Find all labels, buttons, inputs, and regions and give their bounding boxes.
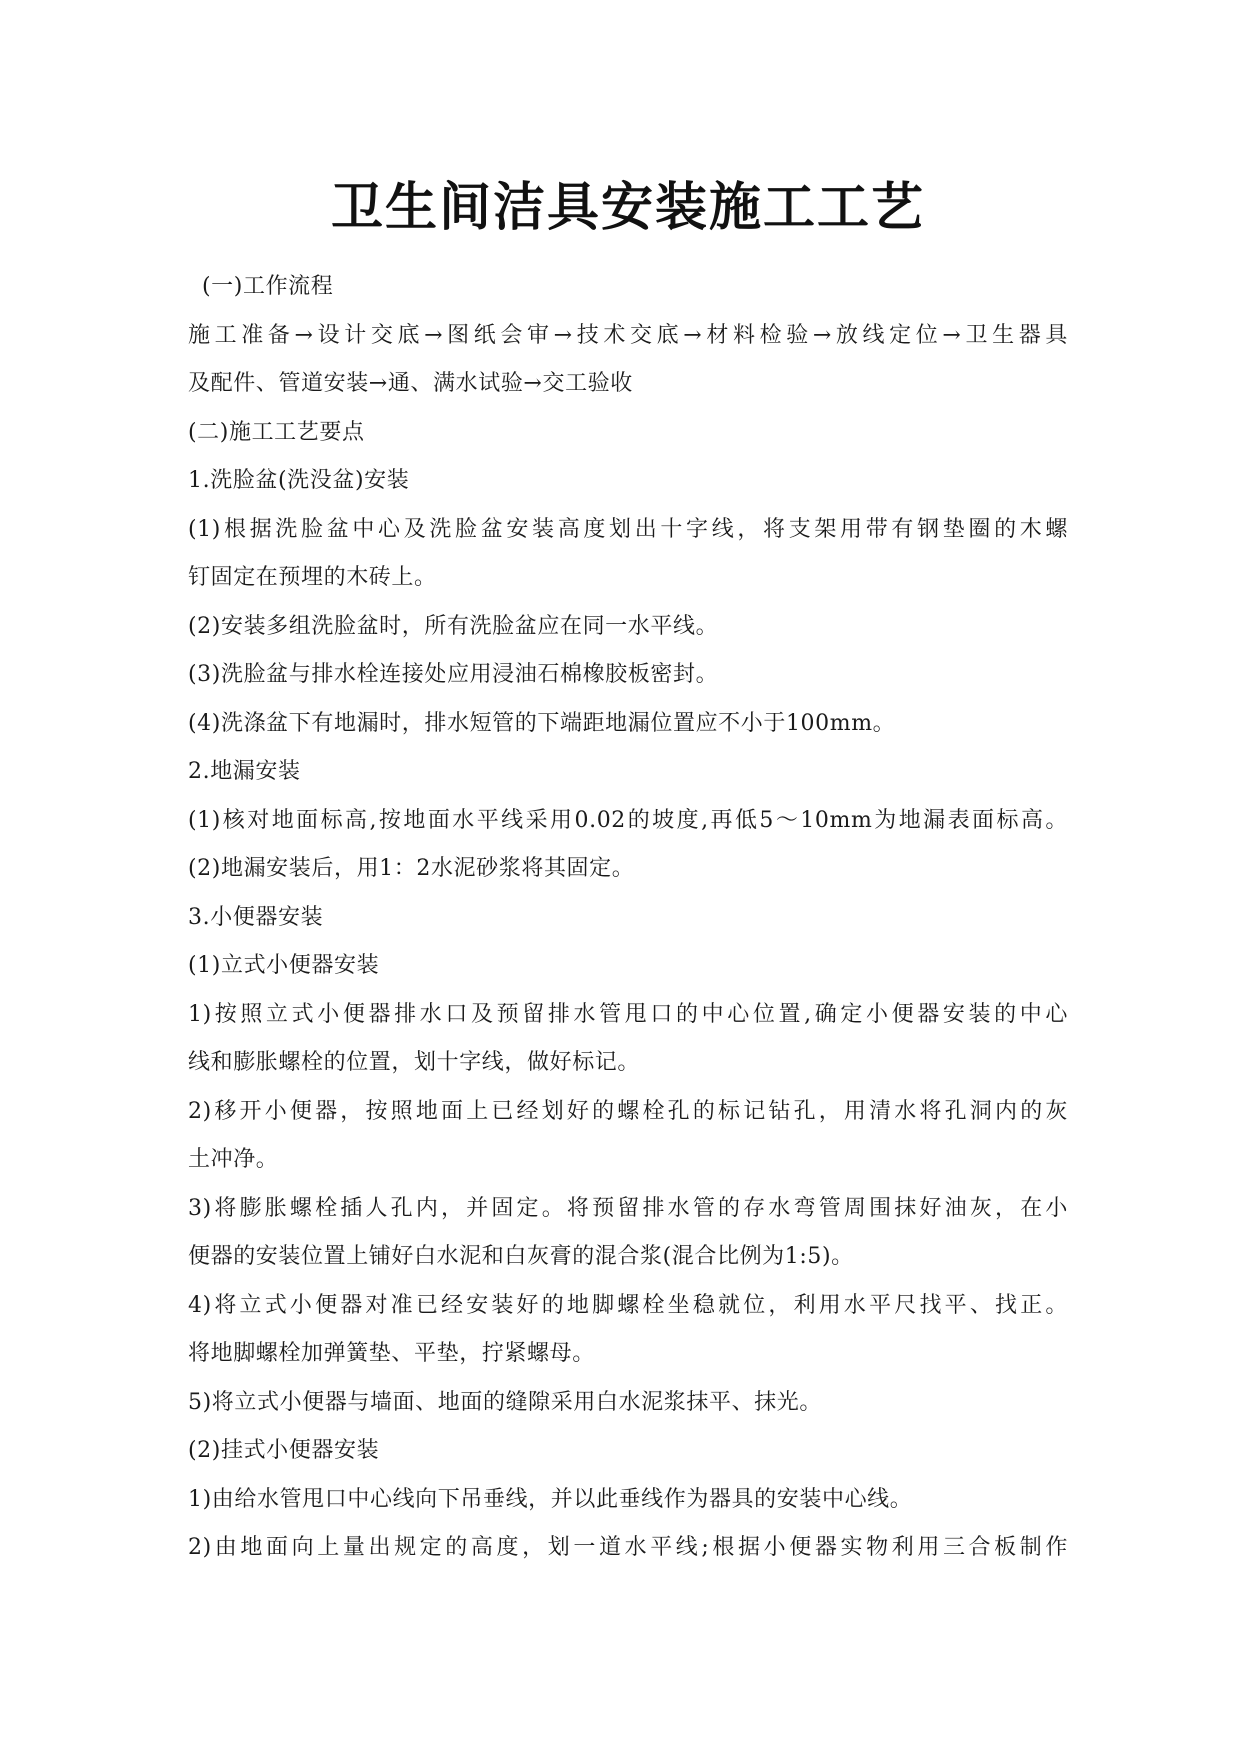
document-body: [188, 263, 1068, 1573]
text-line: (3)洗脸盆与排水栓连接处应用浸油石棉橡胶板密封。: [188, 662, 719, 687]
text-line: (2)地漏安装后，用1：2水泥砂浆将其固定。: [188, 856, 635, 881]
text-line: 2)由地面向上量出规定的高度，划一道水平线;根据小便器实物利用三合板制作: [188, 1535, 1068, 1560]
text-line: 2.地漏安装: [188, 759, 301, 784]
text-line: 及配件、管道安装→通、满水试验→交工验收: [188, 371, 633, 396]
text-line: 1)由给水管甩口中心线向下吊垂线，并以此垂线作为器具的安装中心线。: [188, 1486, 913, 1512]
text-line: 线和膨胀螺栓的位置，划十字线，做好标记。: [188, 1050, 641, 1075]
text-line: 土冲净。: [188, 1147, 279, 1172]
text-line: (二)施工工艺要点: [188, 419, 365, 445]
text-line: 将地脚螺栓加弹簧垫、平垫，拧紧螺母。: [188, 1341, 595, 1366]
text-line: 1)按照立式小便器排水口及预留排水管甩口的中心位置,确定小便器安装的中心: [188, 1001, 1068, 1027]
text-line: (1)根据洗脸盆中心及洗脸盆安装高度划出十字线，将支架用带有钢垫圈的木螺: [188, 516, 1068, 542]
text-line: (一)工作流程: [202, 274, 334, 299]
text-line: 便器的安装位置上铺好白水泥和白灰膏的混合浆(混合比例为1:5)。: [188, 1244, 854, 1269]
text-line: 施工准备→设计交底→图纸会审→技术交底→材料检验→放线定位→卫生器具: [188, 322, 1068, 348]
document-title: 卫生间洁具安装施工工艺: [330, 178, 925, 238]
text-line: 4)将立式小便器对准已经安装好的地脚螺栓坐稳就位，利用水平尺找平、找正。: [188, 1292, 1068, 1318]
text-line: (4)洗涤盆下有地漏时，排水短管的下端距地漏位置应不小于100mm。: [188, 710, 896, 736]
text-line: (2)安装多组洗脸盆时，所有洗脸盆应在同一水平线。: [188, 613, 719, 639]
text-line: 3.小便器安装: [188, 904, 324, 930]
text-line: (1)立式小便器安装: [188, 953, 380, 978]
text-line: (1)核对地面标高,按地面水平线采用0.02的坡度,再低5～10mm为地漏表面标高。: [188, 807, 1068, 833]
text-line: 钉固定在预埋的木砖上。: [188, 565, 437, 590]
text-line: 3)将膨胀螺栓插人孔内，并固定。将预留排水管的存水弯管周围抹好油灰，在小: [188, 1195, 1068, 1221]
text-line: 2)移开小便器，按照地面上已经划好的螺栓孔的标记钻孔，用清水将孔洞内的灰: [188, 1098, 1068, 1124]
text-line: (2)挂式小便器安装: [188, 1438, 380, 1463]
text-line: 1.洗脸盆(洗没盆)安装: [188, 468, 410, 493]
text-line: 5)将立式小便器与墙面、地面的缝隙采用白水泥浆抹平、抹光。: [188, 1389, 822, 1415]
